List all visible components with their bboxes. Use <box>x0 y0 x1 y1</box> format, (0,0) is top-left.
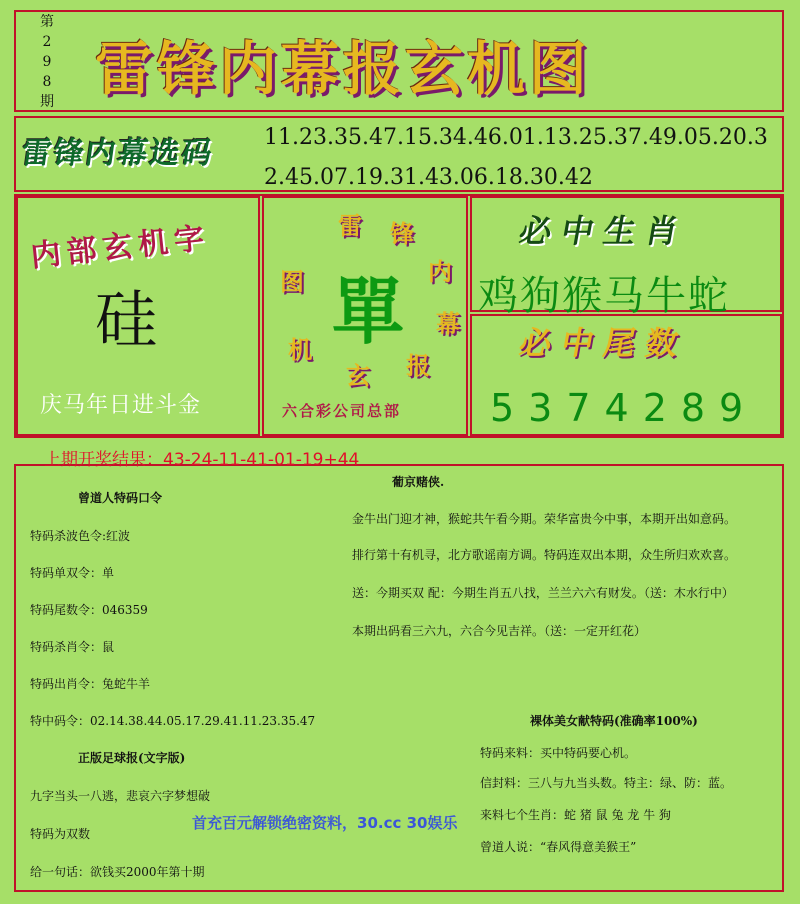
issue-char: 期 <box>40 94 54 110</box>
left-line: 给一句话：欲钱买2000年第十期 <box>30 865 205 879</box>
ring-char: 报 <box>406 351 430 380</box>
right-line: 来料七个生肖：蛇 猪 鼠 兔 龙 牛 狗 <box>480 808 671 822</box>
left-line: 特码尾数令：046359 <box>30 603 148 617</box>
ring-char: 锋 <box>390 219 414 248</box>
left-heading: 曾道人特码口令 <box>78 491 163 505</box>
issue-char: 第 <box>40 14 54 30</box>
left-line: 特码出肖令：兔蛇牛羊 <box>30 677 151 691</box>
inner-slogan: 庆马年日进斗金 <box>40 393 202 418</box>
select-label: 雷锋内幕选码 <box>19 136 216 171</box>
left-line: 特中码令：02.14.38.44.05.17.29.41.11.23.35.47 <box>30 714 316 728</box>
ring-char: 玄 <box>346 361 370 390</box>
zodiac-value: 鸡狗猴马牛蛇 <box>478 273 730 319</box>
center-footer: 六合彩公司总部 <box>282 402 402 420</box>
right-line: 排行第十有机寻，北方歌谣南方调。特码连双出本期，众生所归欢欢喜。 <box>352 548 737 562</box>
left-line: 特码单双令：单 <box>30 566 115 580</box>
right-heading: 葡京赌侠. <box>392 475 445 489</box>
inner-char: 硅 <box>95 283 158 356</box>
left-subheading: 正版足球报(文字版) <box>78 751 186 765</box>
promo-link[interactable]: 首充百元解锁绝密资料，30.cc 30娱乐 <box>192 814 458 832</box>
right-line: 金牛出门迎才神，猴蛇共午看今期。荣华富贵今中事，本期开出如意码。 <box>352 512 737 526</box>
last-result: 上期开奖结果：43-24-11-41-01-19+44 <box>44 450 360 470</box>
left-line: 特码杀肖令：鼠 <box>30 640 115 654</box>
left-line: 九字当头一八逃，悲哀六字梦想破 <box>30 789 211 803</box>
issue-char: 8 <box>42 74 52 90</box>
inner-label: 内部玄机字 <box>29 220 212 275</box>
center-char: 單 <box>332 269 405 354</box>
issue-number <box>36 12 58 112</box>
issue-char: 9 <box>42 54 52 70</box>
tail-label: 必中尾数 <box>516 324 692 362</box>
ring-char: 雷 <box>338 211 362 240</box>
tail-value: 5374289 <box>490 386 758 430</box>
right-line: 特码来料：买中特码要心机。 <box>480 746 637 760</box>
zodiac-label: 必中生肖 <box>516 212 692 250</box>
right-line: 曾道人说：“春风得意美猴王” <box>480 840 637 854</box>
left-line: 特码为双数 <box>30 827 91 841</box>
ring-char: 幕 <box>436 309 460 338</box>
right-line: 送：今期买双 配：今期生肖五八找，兰兰六六有财发。（送：木水行中） <box>352 586 734 600</box>
right-line: 本期出码看三六九，六合今见吉祥。（送：一定开红花） <box>352 624 647 638</box>
ring-char: 图 <box>280 267 304 296</box>
ring-char: 内 <box>428 257 452 286</box>
select-numbers: 11.23.35.47.15.34.46.01.13.25.37.49.05.20.32.45.07.19.31.43.06.18.30.42 <box>264 125 768 190</box>
left-line: 特码杀波色令:红波 <box>30 529 131 543</box>
right-line: 信封料：三八与九当头数。特主：绿、防：蓝。 <box>480 776 733 790</box>
issue-char: 2 <box>42 34 52 50</box>
page-title: 雷锋内幕报玄机图 <box>95 35 592 103</box>
right-subheading: 裸体美女献特码(准确率100%) <box>530 714 698 728</box>
ring-char: 机 <box>288 335 312 364</box>
